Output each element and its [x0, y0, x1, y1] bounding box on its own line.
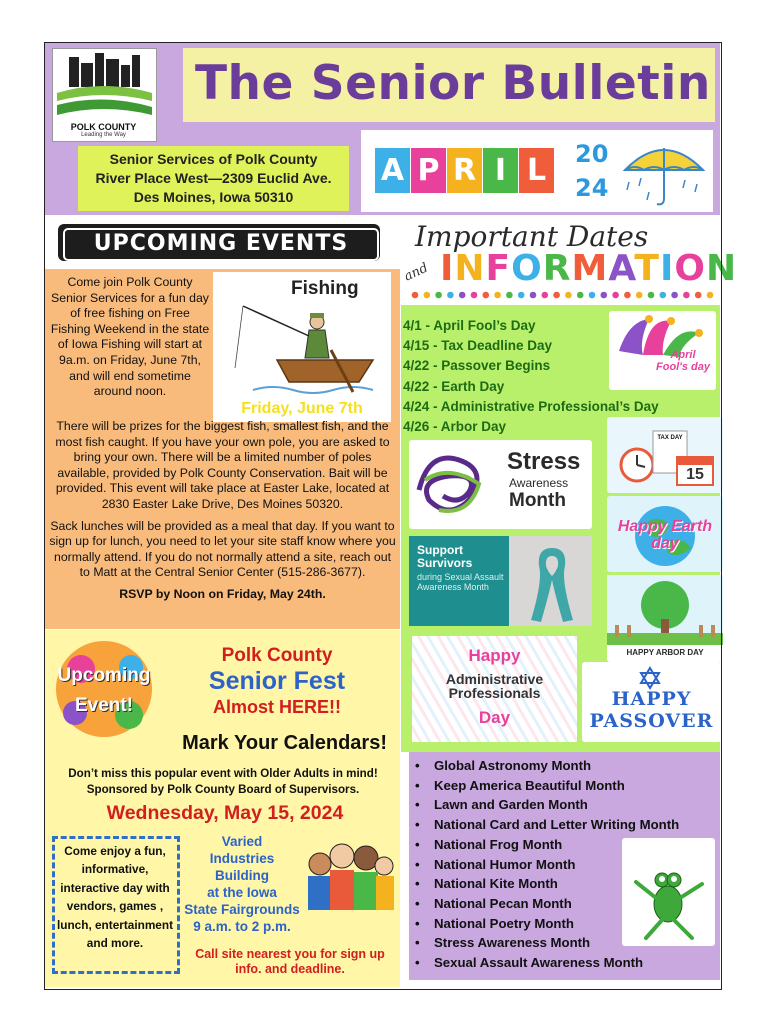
- fest-county: Polk County: [221, 645, 333, 666]
- month-letter: I: [483, 148, 518, 193]
- stress-title: Stress: [507, 448, 581, 475]
- month-item: • Lawn and Garden Month: [412, 795, 712, 815]
- admin-title: Administrative Professionals: [445, 671, 544, 701]
- month-item: • National Kite Month: [412, 874, 712, 894]
- and-word: and: [401, 260, 431, 285]
- page-border: [44, 42, 722, 990]
- year-bottom: 24: [575, 174, 609, 202]
- passover-text: HAPPY PASSOVER: [589, 688, 714, 732]
- earth-day-text: Happy Earth day: [617, 518, 713, 552]
- admin-happy: Happy: [468, 646, 521, 665]
- address-line-2: River Place West—2309 Euclid Ave.: [95, 170, 332, 186]
- month-item: • National Poetry Month: [412, 914, 712, 934]
- venue-line: at the Iowa: [207, 885, 277, 900]
- date-item: 4/24 - Administrative Professional’s Day: [403, 398, 659, 414]
- support-subtitle: during Sexual Assault Awareness Month: [417, 572, 504, 592]
- stress-subtitle: Awareness: [509, 476, 569, 490]
- information-title: INFORMATION: [440, 248, 738, 289]
- month-letter: L: [519, 148, 554, 193]
- month-letter: R: [447, 148, 482, 193]
- stress-month: Month: [509, 490, 566, 511]
- venue-line: Building: [215, 868, 269, 883]
- month-item: • Sexual Assault Awareness Month: [412, 953, 712, 973]
- month-item: • National Pecan Month: [412, 894, 712, 914]
- admin-day: Day: [478, 708, 511, 727]
- venue-line: State Fairgrounds: [184, 902, 300, 917]
- fest-call-site: Call site nearest you for sign up info. and deadline.: [195, 947, 385, 976]
- date-item: 4/15 - Tax Deadline Day: [403, 338, 553, 354]
- fishing-intro: Come join Polk County Senior Services for a fun day of free fishing on Free Fishing Weekend in the state of Iowa Fishing will start at 9a.m. on Friday, June 7th, and will end sometime around noon.: [50, 275, 210, 399]
- date-item: 4/1 - April Fool’s Day: [403, 318, 536, 333]
- logo-text: POLK COUNTY: [70, 122, 137, 132]
- venue-line: 9 a.m. to 2 p.m.: [193, 919, 291, 934]
- month-letter: P: [411, 148, 446, 193]
- fest-activities: Come enjoy a fun, informative, interactive day with vendors, games , lunch, entertainment and more.: [56, 844, 174, 951]
- date-item: 4/26 - Arbor Day: [403, 419, 507, 435]
- fest-almost-here: Almost HERE!!: [212, 697, 341, 717]
- fest-title: Senior Fest: [208, 667, 346, 695]
- address-line-1: Senior Services of Polk County: [109, 151, 318, 167]
- mark-calendars-text: Mark Your Calendars!: [182, 732, 387, 754]
- bulletin-title: The Senior Bulletin: [195, 56, 711, 111]
- tax-day-date: 15: [686, 466, 704, 483]
- support-title: Support Survivors: [417, 543, 473, 570]
- fest-description: Don’t miss this popular event with Older Adults in mind! Sponsored by Polk County Board of Supervisors.: [68, 767, 378, 796]
- upcoming-event-text: Upcoming Event!: [57, 665, 151, 716]
- fishing-date-caption: Friday, June 7th: [241, 400, 363, 417]
- address-line-3: Des Moines, Iowa 50310: [133, 189, 294, 205]
- fishing-lunch: Sack lunches will be provided as a meal that day. If you want to sign up for lunch, you need to let your site staff know where you normally attend. If you do not normally attend a site, reach out to Matt at the Central Senior Center (515-286-3677).: [49, 518, 396, 580]
- april-fools-text: April Fool's day: [656, 349, 710, 373]
- arbor-day-text: HAPPY ARBOR DAY: [626, 648, 704, 657]
- logo-tagline: Leading the Way: [81, 132, 126, 138]
- month-letter: A: [375, 148, 410, 193]
- month-item: • National Card and Letter Writing Month: [412, 815, 712, 835]
- fest-date: Wednesday, May 15, 2024: [106, 802, 344, 824]
- fishing-rsvp: RSVP by Noon on Friday, May 24th.: [119, 586, 326, 601]
- month-item: • Keep America Beautiful Month: [412, 776, 712, 796]
- fishing-prizes: There will be prizes for the biggest fish, smallest fish, and the most fish caught. If you have your own pole, you are asked to bring your own. There will be a limited number of poles available, provided by Polk County Conservation. Bait will be provided. This event will take place at Easter Lake, located at 2830 Easter Lake Drive, Des Moines 50320.: [55, 419, 390, 511]
- tax-day-text: TAX DAY: [657, 435, 683, 441]
- month-item: • Global Astronomy Month: [412, 756, 712, 776]
- year-top: 20: [575, 140, 609, 168]
- venue-line: Varied: [221, 834, 263, 849]
- venue-line: Industries: [209, 851, 275, 866]
- month-item: • National Frog Month: [412, 835, 712, 855]
- upcoming-events-title: UPCOMING EVENTS: [93, 231, 349, 256]
- month-item: • National Humor Month: [412, 855, 712, 875]
- month-item: • Stress Awareness Month: [412, 933, 712, 953]
- fishing-label: Fishing: [291, 278, 359, 299]
- important-dates-title: Important Dates: [415, 220, 649, 253]
- date-item: 4/22 - Passover Begins: [403, 358, 551, 374]
- date-item: 4/22 - Earth Day: [403, 378, 505, 394]
